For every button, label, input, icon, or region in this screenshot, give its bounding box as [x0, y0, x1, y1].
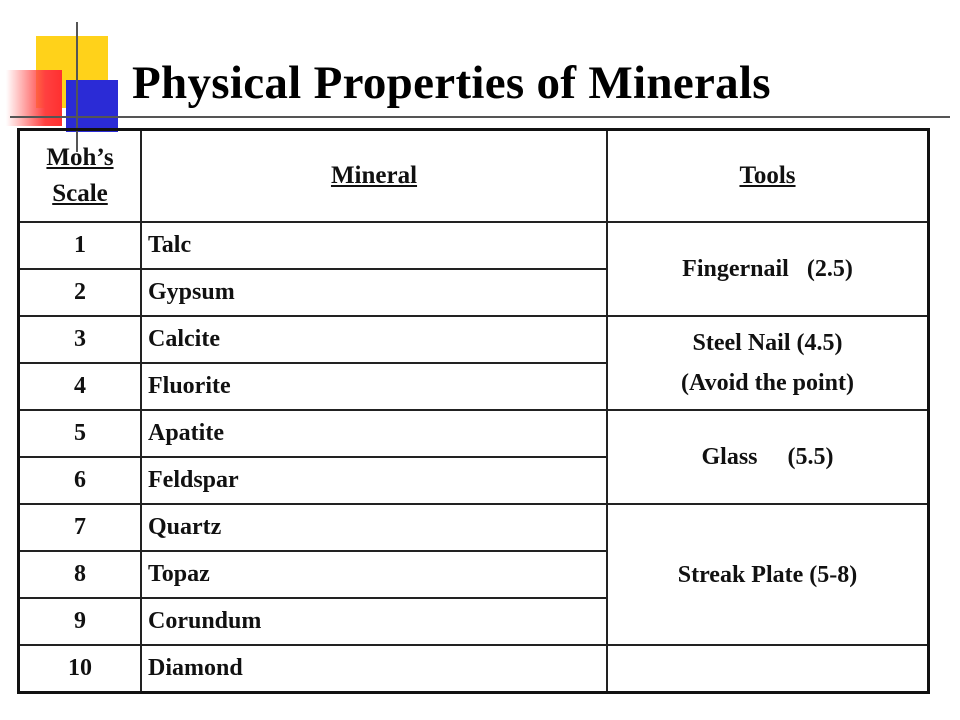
- table-header-row: [19, 130, 929, 223]
- mineral-name: Fluorite: [141, 363, 607, 410]
- scale-value: 9: [19, 598, 142, 645]
- header-mineral: Mineral: [141, 130, 607, 223]
- tool-fingernail-label: Fingernail (2.5): [682, 256, 853, 282]
- scale-value: 10: [19, 645, 142, 693]
- page-title: Physical Properties of Minerals: [132, 57, 771, 109]
- tool-steel-nail-label: Steel Nail (4.5): [692, 330, 843, 356]
- scale-value: 8: [19, 551, 142, 598]
- table-row: [19, 222, 929, 269]
- scale-value: 5: [19, 410, 142, 457]
- mohs-scale-table: [17, 128, 930, 694]
- table-row: [19, 316, 929, 363]
- scale-value: 7: [19, 504, 142, 551]
- tool-glass-label: Glass (5.5): [701, 444, 834, 470]
- scale-value: 1: [19, 222, 142, 269]
- scale-value: 4: [19, 363, 142, 410]
- mineral-name: Quartz: [141, 504, 607, 551]
- mineral-name: Calcite: [141, 316, 607, 363]
- decor-blue-square: [66, 80, 118, 132]
- mineral-name: Talc: [141, 222, 607, 269]
- mineral-name: Corundum: [141, 598, 607, 645]
- decor-horizontal-line: [10, 116, 950, 118]
- mineral-name: Feldspar: [141, 457, 607, 504]
- tool-fingernail: [607, 222, 929, 316]
- tool-streak-plate: [607, 504, 929, 645]
- table-row: [19, 504, 929, 551]
- header-scale-line2: Scale: [52, 180, 108, 207]
- tool-steel-nail: [607, 316, 929, 410]
- tool-steel-nail-note: (Avoid the point): [681, 370, 854, 396]
- mineral-name: Apatite: [141, 410, 607, 457]
- scale-value: 6: [19, 457, 142, 504]
- tool-streak-plate-label: Streak Plate (5-8): [677, 561, 858, 588]
- mineral-name: Diamond: [141, 645, 607, 693]
- header-scale-line1: Moh’s: [46, 144, 114, 171]
- header-tools: Tools: [607, 130, 929, 223]
- table-row: [19, 645, 929, 693]
- tool-empty-cell: [607, 645, 929, 693]
- table-row: [19, 410, 929, 457]
- mineral-name: Topaz: [141, 551, 607, 598]
- scale-value: 2: [19, 269, 142, 316]
- tool-glass: [607, 410, 929, 504]
- mineral-name: Gypsum: [141, 269, 607, 316]
- scale-value: 3: [19, 316, 142, 363]
- header-mohs-scale: [19, 130, 142, 223]
